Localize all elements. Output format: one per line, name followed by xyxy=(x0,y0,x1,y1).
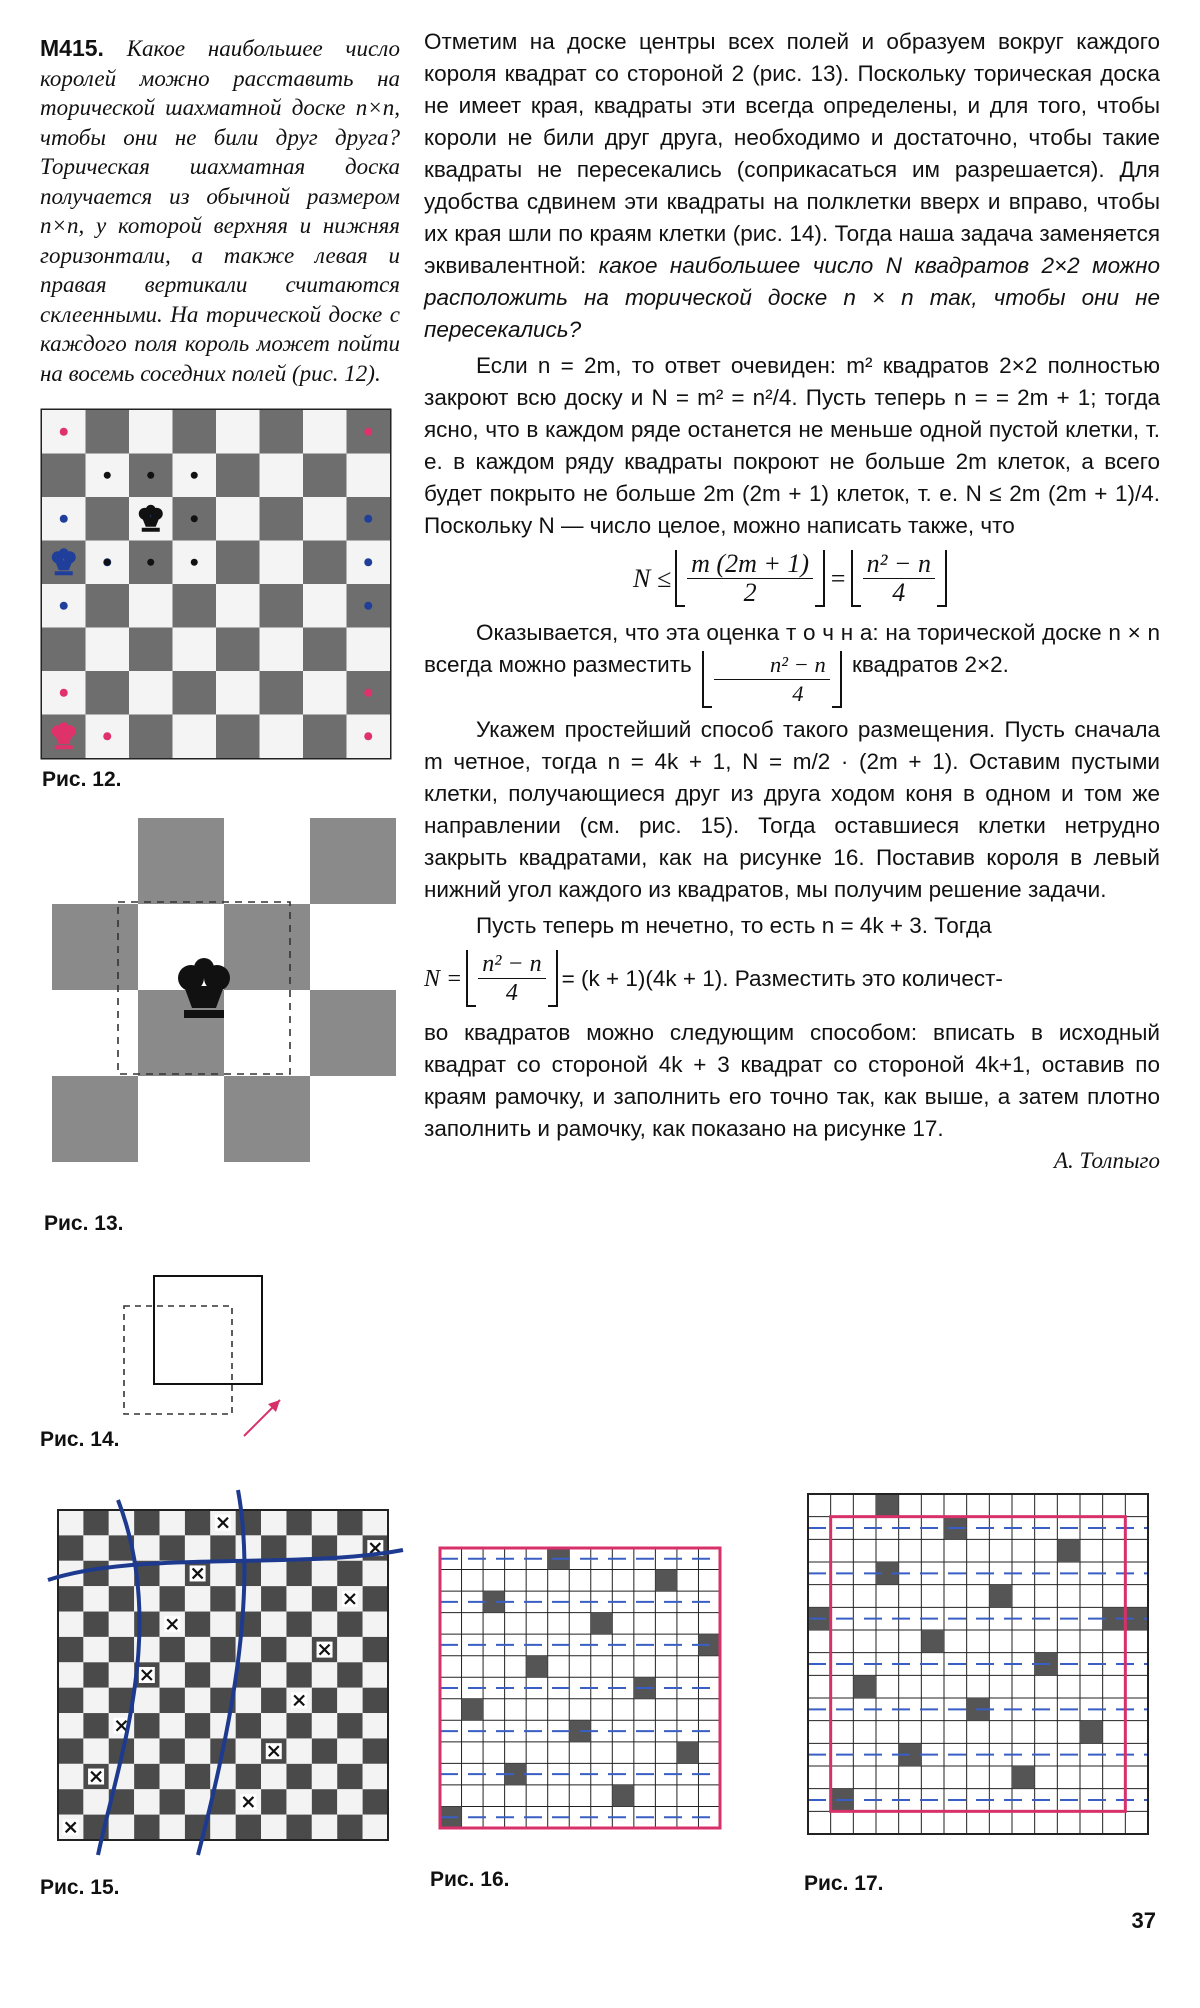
formula2-rhs: = (k + 1)(4k + 1). Разместить это количест- xyxy=(561,965,1003,991)
board-square xyxy=(224,818,310,904)
black-dot xyxy=(147,559,154,566)
board-square xyxy=(337,1764,362,1789)
board-square xyxy=(160,1713,185,1738)
board-square xyxy=(86,671,130,715)
board-square xyxy=(363,1637,388,1662)
board-square xyxy=(210,1713,235,1738)
board-square xyxy=(286,1561,311,1586)
board-square xyxy=(109,1586,134,1611)
board-square xyxy=(363,1688,388,1713)
board-square xyxy=(312,1789,337,1814)
board-square xyxy=(129,671,173,715)
blue-dot xyxy=(60,515,68,523)
red-dot xyxy=(60,428,68,436)
formula2-lhs: N = xyxy=(424,965,463,992)
board-square xyxy=(134,1688,159,1713)
p3-frac-den: 4 xyxy=(792,681,804,706)
blue-dot xyxy=(364,602,372,610)
board-square xyxy=(210,1662,235,1687)
board-square xyxy=(236,1561,261,1586)
board-square xyxy=(173,410,217,454)
formula1-b-num: n² − n xyxy=(863,550,935,579)
empty-cell xyxy=(591,1613,613,1635)
board-square xyxy=(261,1662,286,1687)
problem-label: М415. xyxy=(40,35,104,61)
board-square xyxy=(210,1637,235,1662)
board-square xyxy=(261,1764,286,1789)
board-square xyxy=(286,1662,311,1687)
board-square xyxy=(312,1561,337,1586)
figure-13-king-square xyxy=(42,838,398,1128)
board-square xyxy=(261,1789,286,1814)
board-square xyxy=(224,990,310,1076)
board-square xyxy=(286,1738,311,1763)
empty-cell xyxy=(921,1630,944,1653)
board-square xyxy=(134,1713,159,1738)
formula2-num: n² − n xyxy=(478,950,545,979)
board-square xyxy=(337,1815,362,1840)
board-square xyxy=(210,1535,235,1560)
board-square xyxy=(310,818,396,904)
board-square xyxy=(236,1815,261,1840)
empty-cell xyxy=(876,1494,899,1517)
blue-dot xyxy=(364,558,372,566)
p3a-text: Оказывается, что эта оценка т о ч н а: на торической доске n × n всегда можно разместить xyxy=(424,620,1160,677)
board-square xyxy=(58,1535,83,1560)
board-square xyxy=(286,1535,311,1560)
board-square xyxy=(261,1612,286,1637)
board-square xyxy=(303,628,347,672)
board-square xyxy=(173,628,217,672)
caption-fig13: Рис. 13. xyxy=(44,1212,124,1235)
board-square xyxy=(337,1510,362,1535)
board-square xyxy=(83,1535,108,1560)
board-square xyxy=(260,671,304,715)
board-square xyxy=(312,1510,337,1535)
board-square xyxy=(337,1713,362,1738)
p3b-text: квадратов 2×2. xyxy=(851,652,1009,677)
board-square xyxy=(216,497,260,541)
red-dot xyxy=(60,689,68,697)
board-square xyxy=(261,1688,286,1713)
board-square xyxy=(216,454,260,498)
board-square xyxy=(363,1713,388,1738)
empty-cell xyxy=(1012,1766,1035,1789)
empty-cell xyxy=(1057,1539,1080,1562)
board-square xyxy=(138,818,224,904)
board-square xyxy=(236,1738,261,1763)
board-square xyxy=(261,1637,286,1662)
floor-bracket-b xyxy=(851,550,947,607)
formula-2 xyxy=(424,950,1160,1007)
black-dot xyxy=(191,515,198,522)
board-square xyxy=(236,1586,261,1611)
board-square xyxy=(261,1815,286,1840)
board-square xyxy=(303,497,347,541)
board-square xyxy=(303,584,347,628)
board-square xyxy=(286,1789,311,1814)
board-square xyxy=(260,715,304,759)
board-square xyxy=(312,1586,337,1611)
board-square xyxy=(363,1510,388,1535)
board-square xyxy=(185,1510,210,1535)
black-dot xyxy=(191,559,198,566)
formula-1 xyxy=(424,550,1160,607)
board-square xyxy=(286,1510,311,1535)
board-square xyxy=(185,1535,210,1560)
figure-17-framed-tiling xyxy=(808,1494,1148,1834)
board-square xyxy=(160,1764,185,1789)
board-square xyxy=(337,1561,362,1586)
board-square xyxy=(52,818,138,904)
board-square xyxy=(86,497,130,541)
board-square xyxy=(134,1764,159,1789)
board-square xyxy=(173,715,217,759)
p1-italic: какое наибольшее число N квадратов 2×2 можно расположить на торической доске n × n так, чтобы они не пересекались? xyxy=(424,253,1160,342)
board-square xyxy=(216,628,260,672)
board-square xyxy=(86,628,130,672)
board-square xyxy=(312,1713,337,1738)
board-square xyxy=(58,1764,83,1789)
board-square xyxy=(261,1561,286,1586)
board-square xyxy=(363,1612,388,1637)
board-square xyxy=(261,1510,286,1535)
formula1-a-num: m (2m + 1) xyxy=(687,550,813,579)
board-square xyxy=(134,1535,159,1560)
board-square xyxy=(210,1586,235,1611)
board-square xyxy=(52,904,138,990)
red-dot xyxy=(364,428,372,436)
board-square xyxy=(83,1561,108,1586)
board-square xyxy=(260,628,304,672)
board-square xyxy=(236,1662,261,1687)
board-square xyxy=(303,454,347,498)
board-square xyxy=(58,1738,83,1763)
caption-fig17: Рис. 17. xyxy=(804,1872,884,1895)
board-square xyxy=(310,904,396,990)
board-square xyxy=(337,1688,362,1713)
empty-cell xyxy=(677,1742,699,1764)
figure-15-knight-board xyxy=(58,1510,388,1840)
empty-cell xyxy=(612,1785,634,1807)
board-square xyxy=(210,1561,235,1586)
board-square xyxy=(236,1535,261,1560)
board-square xyxy=(129,410,173,454)
board-square xyxy=(286,1637,311,1662)
caption-fig14: Рис. 14. xyxy=(40,1428,120,1451)
board-square xyxy=(337,1612,362,1637)
board-square xyxy=(363,1561,388,1586)
board-square xyxy=(337,1789,362,1814)
problem-text: Какое наибольшее число королей можно расставить на торической шахматной доске n×n, чтобы они не били друг друга? Торическая шахматная доска получается из обычной размером n×n, у которой верхняя и нижняя горизонтали, а также левая и правая вертикали считаются склеенными. На торической доске с каждого поля король может пойти на восемь соседних полей (рис. 12). xyxy=(40,36,401,386)
blue-dot xyxy=(60,602,68,610)
board-square xyxy=(160,1789,185,1814)
board-square xyxy=(83,1637,108,1662)
board-square xyxy=(134,1815,159,1840)
board-square xyxy=(58,1662,83,1687)
board-square xyxy=(83,1662,108,1687)
board-square xyxy=(337,1662,362,1687)
board-square xyxy=(210,1612,235,1637)
paragraph-5a: Пусть теперь m нечетно, то есть n = 4k + 3. Тогда xyxy=(476,913,992,938)
board-square xyxy=(286,1612,311,1637)
board-square xyxy=(109,1815,134,1840)
black-dot xyxy=(104,472,111,479)
board-square xyxy=(83,1789,108,1814)
board-square xyxy=(260,541,304,585)
board-square xyxy=(363,1662,388,1687)
board-square xyxy=(109,1637,134,1662)
board-square xyxy=(236,1688,261,1713)
empty-cell xyxy=(989,1585,1012,1608)
formula1-b-den: 4 xyxy=(892,578,906,607)
figure-12-board xyxy=(42,410,390,758)
board-square xyxy=(216,541,260,585)
board-square xyxy=(363,1764,388,1789)
board-square xyxy=(347,454,391,498)
board-square xyxy=(83,1738,108,1763)
board-square xyxy=(260,410,304,454)
board-square xyxy=(58,1637,83,1662)
figure-16-square-tiling xyxy=(440,1548,720,1828)
board-square xyxy=(160,1510,185,1535)
board-square xyxy=(185,1688,210,1713)
board-square xyxy=(83,1688,108,1713)
board-square xyxy=(310,990,396,1076)
board-square xyxy=(286,1586,311,1611)
board-square xyxy=(160,1738,185,1763)
board-square xyxy=(185,1662,210,1687)
caption-fig16: Рис. 16. xyxy=(430,1868,510,1891)
caption-fig12: Рис. 12. xyxy=(42,768,122,791)
board-square xyxy=(347,628,391,672)
board-square xyxy=(216,584,260,628)
board-square xyxy=(312,1738,337,1763)
board-square xyxy=(337,1637,362,1662)
board-square xyxy=(160,1688,185,1713)
solution-text xyxy=(424,26,1160,1177)
board-square xyxy=(303,715,347,759)
empty-cell xyxy=(853,1675,876,1698)
board-square xyxy=(224,904,310,990)
red-dot xyxy=(364,732,372,740)
board-square xyxy=(134,1510,159,1535)
board-square xyxy=(236,1713,261,1738)
paragraph-2: Если n = 2m, то ответ очевиден: m² квадратов 2×2 полностью закроют всю доску и N = m² = n²/4. Пусть теперь n = = 2m + 1; тогда ясно, что в каждом ряде останется не меньше одной пустой клетки, т. е. в каждом ряду квадраты покроют не больше 2m клеток, а всего будет покрыто не больше 2m (2m + 1) клеток, т. е. N ≤ 2m (2m + 1)/4. Поскольку N — число целое, можно написать также, что xyxy=(424,353,1160,538)
author: А. Толпыго xyxy=(1053,1148,1160,1173)
board-square xyxy=(58,1713,83,1738)
board-square xyxy=(216,671,260,715)
board-square xyxy=(109,1612,134,1637)
board-square xyxy=(83,1612,108,1637)
p1-text: Отметим на доске центры всех полей и образуем вокруг каждого короля квадрат со стороной 2 (рис. 13). Поскольку торическая доска не имеет края, квадраты эти всегда определены, и для того, чтобы короли не били друг друга, необходимо и достаточно, чтобы такие квадраты не пересекались (соприкасаться им разрешается). Для удобства сдвинем эти квадраты на полклетки вверх и вправо, чтобы их края шли по краям клетки (рис. 14). Тогда наша задача заменяется эквивалентной: xyxy=(424,29,1160,278)
red-dot xyxy=(364,689,372,697)
black-dot xyxy=(104,559,111,566)
page-number: 37 xyxy=(1131,1908,1156,1933)
board-square xyxy=(109,1662,134,1687)
board-square xyxy=(312,1815,337,1840)
board-square xyxy=(42,628,86,672)
empty-cell xyxy=(526,1656,548,1678)
dashed-square xyxy=(124,1306,232,1414)
board-square xyxy=(58,1586,83,1611)
formula1-a-den: 2 xyxy=(743,578,757,607)
board-square xyxy=(286,1815,311,1840)
board-square xyxy=(83,1586,108,1611)
board-square xyxy=(58,1688,83,1713)
board-square xyxy=(129,584,173,628)
board-square xyxy=(129,628,173,672)
board-square xyxy=(109,1764,134,1789)
board-square xyxy=(224,1076,310,1162)
board-square xyxy=(312,1764,337,1789)
blue-dot xyxy=(364,515,372,523)
board-square xyxy=(83,1713,108,1738)
board-square xyxy=(286,1764,311,1789)
board-square xyxy=(216,410,260,454)
board-square xyxy=(312,1612,337,1637)
board-square xyxy=(310,1076,396,1162)
figure-14-shifted-square xyxy=(118,1272,288,1442)
board-square xyxy=(134,1738,159,1763)
solid-square xyxy=(154,1276,262,1384)
board-square xyxy=(260,454,304,498)
board-square xyxy=(260,584,304,628)
board-square xyxy=(134,1789,159,1814)
board-square xyxy=(58,1789,83,1814)
board-square xyxy=(337,1738,362,1763)
board-square xyxy=(58,1612,83,1637)
board-square xyxy=(160,1586,185,1611)
board-square xyxy=(185,1738,210,1763)
board-square xyxy=(303,671,347,715)
board-square xyxy=(173,584,217,628)
board-square xyxy=(363,1586,388,1611)
black-dot xyxy=(147,472,154,479)
board-square xyxy=(303,410,347,454)
board-square xyxy=(216,715,260,759)
board-square xyxy=(160,1637,185,1662)
board-square xyxy=(42,454,86,498)
board-square xyxy=(261,1586,286,1611)
board-square xyxy=(210,1815,235,1840)
board-square xyxy=(129,715,173,759)
board-square xyxy=(185,1637,210,1662)
floor-bracket-a xyxy=(675,550,825,607)
board-square xyxy=(261,1713,286,1738)
board-square xyxy=(185,1586,210,1611)
board-square xyxy=(138,1076,224,1162)
board-square xyxy=(286,1713,311,1738)
board-square xyxy=(312,1688,337,1713)
board-square xyxy=(236,1764,261,1789)
empty-cell xyxy=(1080,1721,1103,1744)
board-square xyxy=(185,1789,210,1814)
red-dot xyxy=(103,732,111,740)
paragraph-3 xyxy=(424,617,1160,708)
formula2-den: 4 xyxy=(505,980,518,1006)
board-square xyxy=(160,1815,185,1840)
board-square xyxy=(86,410,130,454)
formula1-lhs: N ≤ xyxy=(633,563,672,593)
caption-fig15: Рис. 15. xyxy=(40,1876,120,1899)
board-square xyxy=(52,1076,138,1162)
board-square xyxy=(260,497,304,541)
paragraph-4: Укажем простейший способ такого размещения. Пусть сначала m четное, тогда n = 4k + 1, N = m/2 · (2m + 1). Оставим пустыми клетки, получающиеся друг из друга ходом коня в одном и том же направлении (см. рис. 15). Тогда оставшиеся клетки нетрудно закрыть квадратами, как на рисунке 16. Поставив короля в левый нижний угол каждого из квадратов, мы получим решение задачи. xyxy=(424,717,1160,902)
board-square xyxy=(185,1713,210,1738)
board-square xyxy=(185,1612,210,1637)
board-square xyxy=(86,584,130,628)
board-square xyxy=(58,1510,83,1535)
board-square xyxy=(363,1815,388,1840)
p3-frac-num: n² − n xyxy=(714,651,830,680)
empty-cell xyxy=(462,1699,484,1721)
board-square xyxy=(52,990,138,1076)
board-square xyxy=(363,1738,388,1763)
formula1-eq: = xyxy=(829,563,847,593)
paragraph-5b: во квадратов можно следующим способом: вписать в исходный квадрат со стороной 4k + 3 квадрат со стороной 4k+1, оставив по краям рамочку, и заполнить его точно так, как выше, а затем плотно заполнить и рамочку, как показано на рисунке 17. xyxy=(424,1020,1160,1141)
black-dot xyxy=(191,472,198,479)
problem-statement xyxy=(40,34,400,388)
board-square xyxy=(173,671,217,715)
board-square xyxy=(363,1789,388,1814)
board-square xyxy=(303,541,347,585)
board-square xyxy=(185,1764,210,1789)
floor-bracket-d xyxy=(466,950,557,1007)
board-square xyxy=(160,1535,185,1560)
empty-cell xyxy=(655,1570,677,1592)
board-square xyxy=(261,1535,286,1560)
board-square xyxy=(83,1510,108,1535)
board-square xyxy=(312,1662,337,1687)
board-square xyxy=(160,1662,185,1687)
floor-bracket-c xyxy=(702,651,842,708)
paragraph-1 xyxy=(424,26,1160,346)
